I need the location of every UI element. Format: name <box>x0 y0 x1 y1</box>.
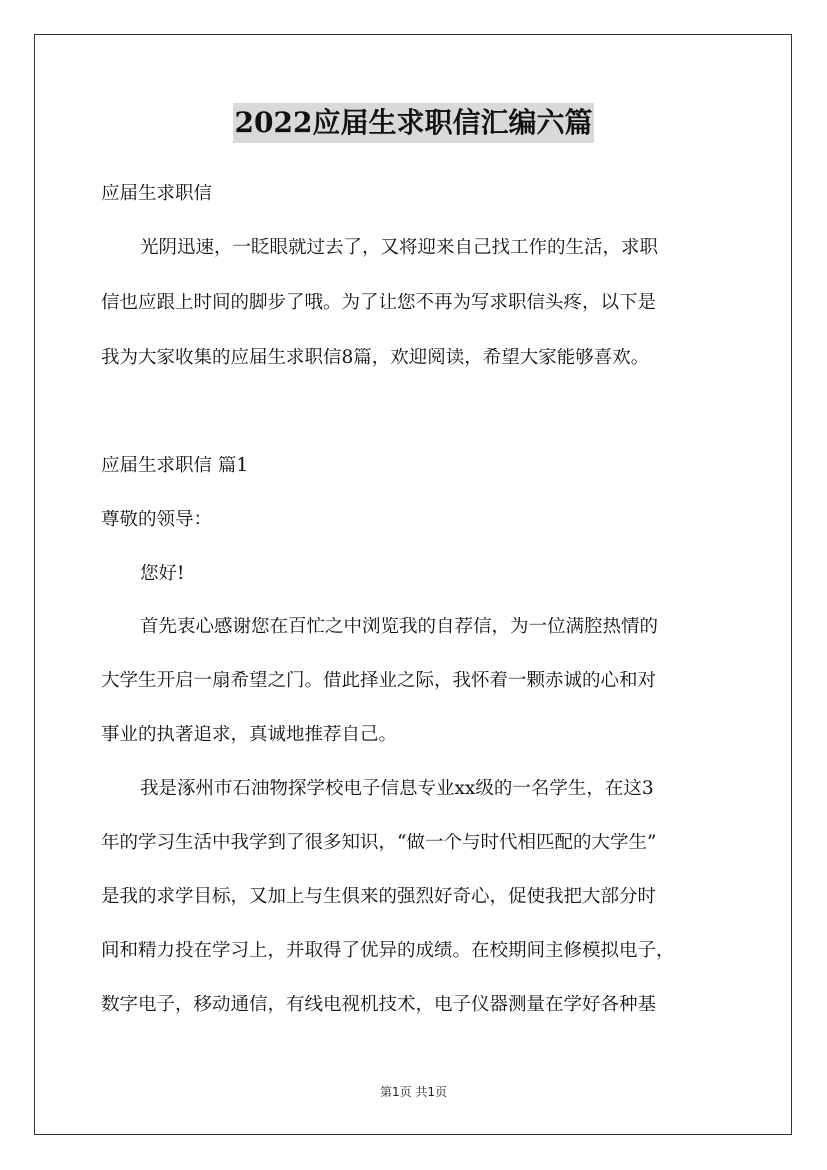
letter-heading: 应届生求职信 篇1 <box>101 456 249 476</box>
paragraph-line: 首先衷心感谢您在百忙之中浏览我的自荐信，为一位满腔热情的 <box>140 617 659 637</box>
paragraph-line: 我是涿州市石油物探学校电子信息专业xx级的一名学生，在这3 <box>140 779 654 799</box>
paragraph-line: 数字电子，移动通信，有线电视机技术，电子仪器测量在学好各种基 <box>101 995 657 1015</box>
greeting: 您好! <box>140 564 185 584</box>
paragraph-line: 事业的执著追求，真诚地推荐自己。 <box>101 725 398 745</box>
paragraph-line: 是我的求学目标，又加上与生俱来的强烈好奇心，促使我把大部分时 <box>101 887 657 907</box>
paragraph-line: 大学生开启一扇希望之门。借此择业之际，我怀着一颗赤诚的心和对 <box>101 671 657 691</box>
intro-line: 我为大家收集的应届生求职信8篇，欢迎阅读，希望大家能够喜欢。 <box>101 348 650 368</box>
intro-line: 信也应跟上时间的脚步了哦。为了让您不再为写求职信头疼，以下是 <box>101 293 657 313</box>
intro-line: 光阴迅速，一眨眼就过去了，又将迎来自己找工作的生活，求职 <box>140 238 659 258</box>
section-heading: 应届生求职信 <box>101 184 213 204</box>
paragraph-line: 间和精力投在学习上，并取得了优异的成绩。在校期间主修模拟电子， <box>101 941 675 961</box>
document-title-text: 2022应届生求职信汇编六篇 <box>233 103 595 143</box>
salutation: 尊敬的领导： <box>101 510 213 530</box>
page-number-footer: 第1页 共1页 <box>379 1085 448 1099</box>
document-title <box>0 102 827 143</box>
paragraph-line: 年的学习生活中我学到了很多知识，“做一个与时代相匹配的大学生” <box>101 833 657 853</box>
